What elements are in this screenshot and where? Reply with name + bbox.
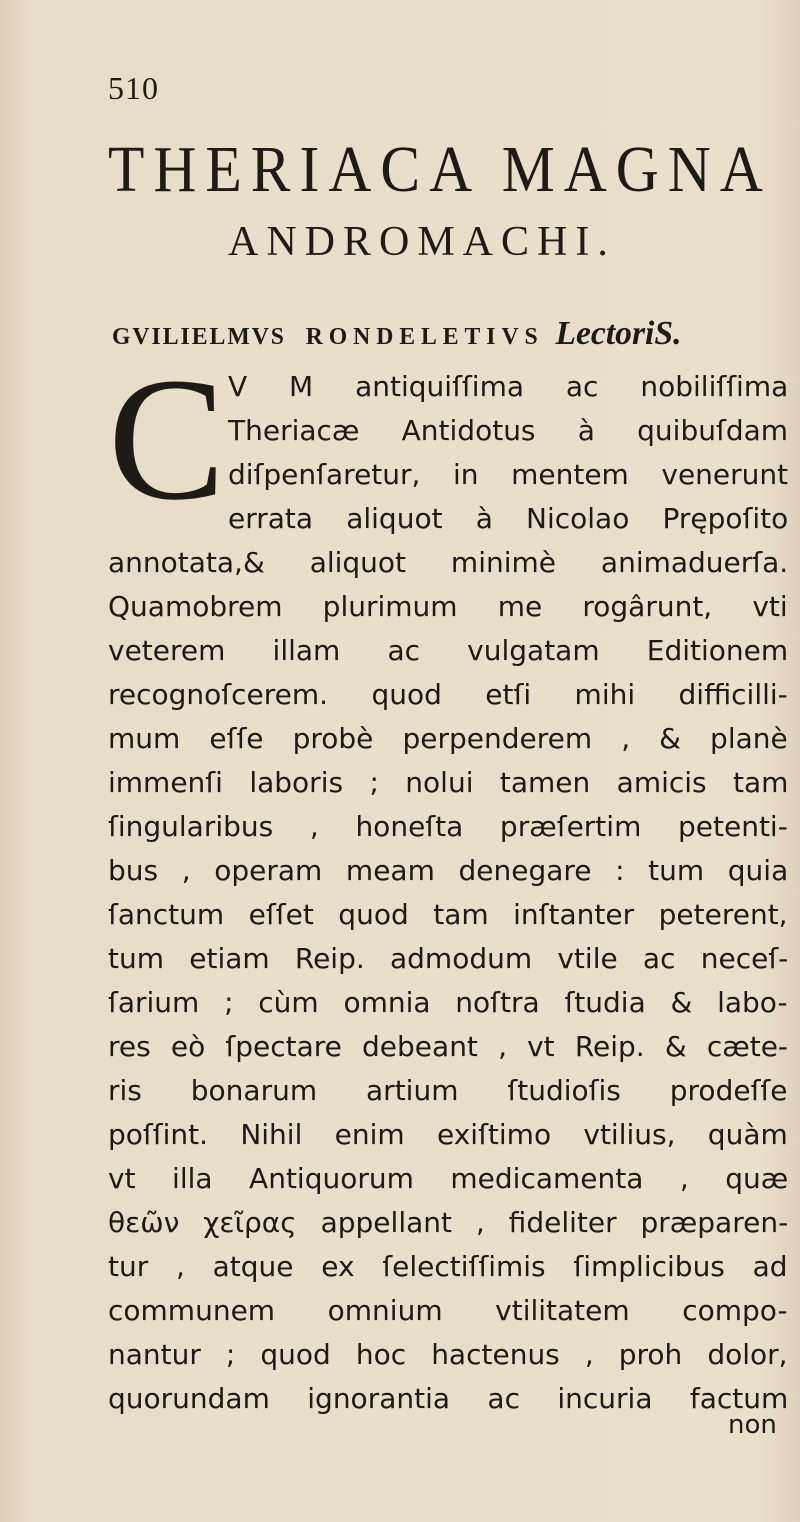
page-number: 510 xyxy=(108,70,159,106)
text-line: vt illa Antiquorum medicamenta , quæ xyxy=(108,1162,789,1195)
text-line: Theriacæ Antidotus à quibuſdam xyxy=(228,414,789,447)
text-line: θεῶν χεῖρας appellant , fideliter præparen- xyxy=(108,1206,789,1239)
text-line: Quamobrem plurimum me rogârunt, vti xyxy=(108,590,788,623)
text-line: poſſint. Nihil enim exiſtimo vtilius, quàm xyxy=(108,1118,788,1151)
text-line: recognoſcerem. quod etſi mihi difficilli- xyxy=(108,678,788,711)
author-name: GVILIELMVS xyxy=(112,324,286,350)
text-line: res eò ſpectare debeant , vt Reip. & cæte- xyxy=(108,1030,789,1063)
author-surname: RONDELETIVS xyxy=(305,324,544,350)
text-line: errata aliquot à Nicolao Prępoſito xyxy=(228,502,789,535)
text-line: bus , operam meam denegare : tum quia xyxy=(108,854,789,887)
text-line: veterem illam ac vulgatam Editionem xyxy=(108,634,789,667)
text-line: diſpenſaretur, in mentem venerunt xyxy=(228,458,789,491)
text-line: ſingularibus , honeſta præſertim petenti- xyxy=(108,810,788,843)
drop-cap: C xyxy=(108,342,226,537)
text-line: quorundam ignorantia ac incuria factum xyxy=(108,1382,789,1415)
text-line: nantur ; quod hoc hactenus , proh dolor, xyxy=(108,1338,788,1371)
page-subtitle: ANDROMACHI. xyxy=(228,219,616,265)
text-line: mum eſſe probè perpenderem , & planè xyxy=(108,722,788,755)
text-line: V M antiquiſſima ac nobiliſſima xyxy=(228,370,789,403)
text-line: annotata,& aliquot minimè animaduerſa. xyxy=(108,546,789,579)
text-line: immenſi laboris ; nolui tamen amicis tam xyxy=(108,766,789,799)
catchword: non xyxy=(728,1410,777,1440)
author-suffix: LectoriS. xyxy=(555,315,682,352)
text-line: tur , atque ex ſelectiſſimis ſimplicibus ad xyxy=(108,1250,788,1283)
text-line: ſarium ; cùm omnia noſtra ſtudia & labo- xyxy=(108,986,788,1019)
text-line: tum etiam Reip. admodum vtile ac neceſ- xyxy=(108,942,789,975)
page-title: THERIACA MAGNA xyxy=(108,133,772,206)
text-line: ſanctum eſſet quod tam inſtanter peterent, xyxy=(108,898,788,931)
text-line: communem omnium vtilitatem compo- xyxy=(108,1294,788,1327)
text-line: ris bonarum artium ſtudioſis prodeſſe xyxy=(108,1074,788,1107)
